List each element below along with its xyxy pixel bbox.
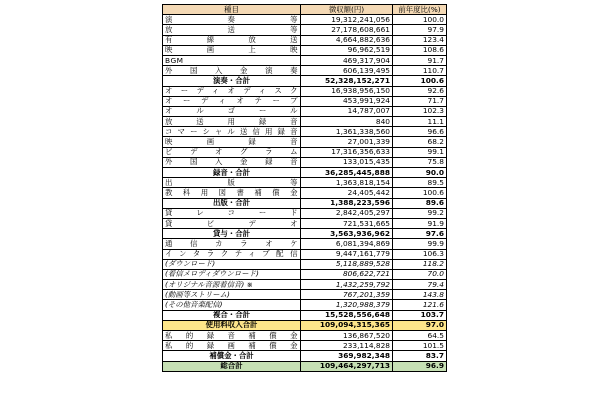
row-ratio: 91.7 bbox=[393, 55, 447, 65]
row-amount: 109,464,297,713 bbox=[301, 361, 393, 371]
row-ratio: 96.6 bbox=[393, 127, 447, 137]
table-row bbox=[163, 331, 447, 341]
row-item-name: コマーシャル送信用録音 bbox=[163, 127, 301, 137]
row-ratio: 79.4 bbox=[393, 280, 447, 290]
row-amount: 4,664,882,636 bbox=[301, 35, 393, 45]
row-ratio: 64.5 bbox=[393, 331, 447, 341]
table-row bbox=[163, 310, 447, 320]
row-item-name: 通信カラオケ bbox=[163, 239, 301, 249]
row-amount: 136,867,520 bbox=[301, 331, 393, 341]
header-amount: 徴収額(円) bbox=[301, 5, 393, 15]
row-item-name: BGM bbox=[163, 55, 301, 65]
row-item-name: 教科用図書補償金 bbox=[163, 188, 301, 198]
table-row bbox=[163, 117, 447, 127]
row-ratio: 118.2 bbox=[393, 259, 447, 269]
row-item-name: 貸与・合計 bbox=[163, 229, 301, 239]
table-row bbox=[163, 290, 447, 300]
row-ratio: 83.7 bbox=[393, 351, 447, 361]
row-ratio: 97.9 bbox=[393, 25, 447, 35]
row-ratio: 89.6 bbox=[393, 198, 447, 208]
table-row bbox=[163, 55, 447, 65]
table-row bbox=[163, 229, 447, 239]
row-amount: 133,015,435 bbox=[301, 157, 393, 167]
row-item-name: 補償金・合計 bbox=[163, 351, 301, 361]
row-ratio: 123.4 bbox=[393, 35, 447, 45]
table-row bbox=[163, 269, 447, 279]
row-item-name: 映画上映 bbox=[163, 45, 301, 55]
table-row bbox=[163, 198, 447, 208]
row-item-name: オーディオディスク bbox=[163, 86, 301, 96]
table-row bbox=[163, 351, 447, 361]
row-amount: 17,316,356,633 bbox=[301, 147, 393, 157]
table-row bbox=[163, 147, 447, 157]
row-ratio: 75.8 bbox=[393, 157, 447, 167]
row-amount: 1,388,223,596 bbox=[301, 198, 393, 208]
row-amount: 3,563,936,962 bbox=[301, 229, 393, 239]
row-amount: 96,962,519 bbox=[301, 45, 393, 55]
row-item-name: 外国入金演奏 bbox=[163, 66, 301, 76]
row-ratio: 71.7 bbox=[393, 96, 447, 106]
table-row bbox=[163, 66, 447, 76]
table-row bbox=[163, 341, 447, 351]
row-ratio: 102.3 bbox=[393, 106, 447, 116]
row-amount: 6,081,394,869 bbox=[301, 239, 393, 249]
row-item-name: 放送用録音 bbox=[163, 117, 301, 127]
row-amount: 767,201,359 bbox=[301, 290, 393, 300]
row-amount: 1,320,988,379 bbox=[301, 300, 393, 310]
row-amount: 109,094,315,365 bbox=[301, 320, 393, 330]
row-amount: 369,982,348 bbox=[301, 351, 393, 361]
row-item-name: 有線放送 bbox=[163, 35, 301, 45]
row-item-name: 貸ビデオ bbox=[163, 218, 301, 228]
table-row bbox=[163, 86, 447, 96]
row-ratio: 100.6 bbox=[393, 188, 447, 198]
table-row bbox=[163, 361, 447, 371]
row-amount: 2,842,405,297 bbox=[301, 208, 393, 218]
header-item: 種目 bbox=[163, 5, 301, 15]
row-ratio: 68.2 bbox=[393, 137, 447, 147]
row-amount: 52,328,152,271 bbox=[301, 76, 393, 86]
table-row bbox=[163, 106, 447, 116]
row-ratio: 121.6 bbox=[393, 300, 447, 310]
table-row bbox=[163, 137, 447, 147]
row-amount: 606,139,495 bbox=[301, 66, 393, 76]
row-ratio: 96.9 bbox=[393, 361, 447, 371]
table-row bbox=[163, 259, 447, 269]
row-amount: 840 bbox=[301, 117, 393, 127]
table-row bbox=[163, 168, 447, 178]
row-ratio: 11.1 bbox=[393, 117, 447, 127]
row-ratio: 103.7 bbox=[393, 310, 447, 320]
row-amount: 9,447,161,779 bbox=[301, 249, 393, 259]
table-row bbox=[163, 45, 447, 55]
row-item-name: 総合計 bbox=[163, 361, 301, 371]
row-ratio: 110.7 bbox=[393, 66, 447, 76]
row-ratio: 100.6 bbox=[393, 76, 447, 86]
table-row bbox=[163, 280, 447, 290]
row-amount: 27,178,608,661 bbox=[301, 25, 393, 35]
row-item-name: (その他音楽配信) bbox=[163, 300, 301, 310]
row-item-name: (オリジナル音源着信音) ※ bbox=[163, 280, 301, 290]
table-row bbox=[163, 300, 447, 310]
row-item-name: (動画等ストリーム) bbox=[163, 290, 301, 300]
row-amount: 15,528,556,648 bbox=[301, 310, 393, 320]
table-row bbox=[163, 96, 447, 106]
row-ratio: 97.0 bbox=[393, 320, 447, 330]
header-row bbox=[163, 5, 447, 15]
row-amount: 5,118,889,528 bbox=[301, 259, 393, 269]
table-row bbox=[163, 25, 447, 35]
row-item-name: 映画録音 bbox=[163, 137, 301, 147]
row-ratio: 99.9 bbox=[393, 239, 447, 249]
table-row bbox=[163, 127, 447, 137]
table-row bbox=[163, 320, 447, 330]
table-row bbox=[163, 76, 447, 86]
row-item-name: ビデオグラム bbox=[163, 147, 301, 157]
row-item-name: 録音・合計 bbox=[163, 168, 301, 178]
row-item-name: 私的録画補償金 bbox=[163, 341, 301, 351]
row-amount: 24,405,442 bbox=[301, 188, 393, 198]
royalty-table-body bbox=[163, 5, 447, 372]
row-amount: 19,312,241,056 bbox=[301, 15, 393, 25]
row-ratio: 91.9 bbox=[393, 218, 447, 228]
row-amount: 36,285,445,888 bbox=[301, 168, 393, 178]
row-item-name: 私的録音補償金 bbox=[163, 331, 301, 341]
row-amount: 27,001,339 bbox=[301, 137, 393, 147]
row-item-name: 出版・合計 bbox=[163, 198, 301, 208]
row-item-name: 演奏等 bbox=[163, 15, 301, 25]
row-ratio: 108.6 bbox=[393, 45, 447, 55]
row-ratio: 97.6 bbox=[393, 229, 447, 239]
table-row bbox=[163, 15, 447, 25]
row-item-name: 複合・合計 bbox=[163, 310, 301, 320]
table-row bbox=[163, 35, 447, 45]
row-item-name: インタラクティブ配信 bbox=[163, 249, 301, 259]
table-row bbox=[163, 188, 447, 198]
row-ratio: 143.8 bbox=[393, 290, 447, 300]
row-item-name: 使用料収入合計 bbox=[163, 320, 301, 330]
row-amount: 469,317,904 bbox=[301, 55, 393, 65]
row-amount: 721,531,665 bbox=[301, 218, 393, 228]
row-item-name: オルゴール bbox=[163, 106, 301, 116]
table-row bbox=[163, 178, 447, 188]
row-item-name: 出版等 bbox=[163, 178, 301, 188]
row-ratio: 106.3 bbox=[393, 249, 447, 259]
row-item-name: 外国入金録音 bbox=[163, 157, 301, 167]
row-amount: 14,787,007 bbox=[301, 106, 393, 116]
row-ratio: 101.5 bbox=[393, 341, 447, 351]
row-item-name: オーディオテープ bbox=[163, 96, 301, 106]
header-ratio: 前年度比(%) bbox=[393, 5, 447, 15]
row-amount: 806,622,721 bbox=[301, 269, 393, 279]
row-amount: 16,938,956,150 bbox=[301, 86, 393, 96]
table-row bbox=[163, 208, 447, 218]
row-ratio: 92.6 bbox=[393, 86, 447, 96]
table-row bbox=[163, 218, 447, 228]
row-item-name: (着信メロディダウンロード) bbox=[163, 269, 301, 279]
row-amount: 453,991,924 bbox=[301, 96, 393, 106]
row-ratio: 89.5 bbox=[393, 178, 447, 188]
table-row bbox=[163, 157, 447, 167]
row-ratio: 70.0 bbox=[393, 269, 447, 279]
row-ratio: 99.2 bbox=[393, 208, 447, 218]
row-ratio: 100.0 bbox=[393, 15, 447, 25]
row-amount: 1,363,818,154 bbox=[301, 178, 393, 188]
table-row bbox=[163, 249, 447, 259]
row-item-name: (ダウンロード) bbox=[163, 259, 301, 269]
row-amount: 233,114,828 bbox=[301, 341, 393, 351]
royalty-table bbox=[162, 4, 447, 372]
row-item-name: 放送等 bbox=[163, 25, 301, 35]
row-item-name: 演奏・合計 bbox=[163, 76, 301, 86]
row-ratio: 90.0 bbox=[393, 168, 447, 178]
row-item-name: 貸レコード bbox=[163, 208, 301, 218]
row-ratio: 99.1 bbox=[393, 147, 447, 157]
row-amount: 1,361,338,560 bbox=[301, 127, 393, 137]
table-row bbox=[163, 239, 447, 249]
row-amount: 1,432,259,792 bbox=[301, 280, 393, 290]
